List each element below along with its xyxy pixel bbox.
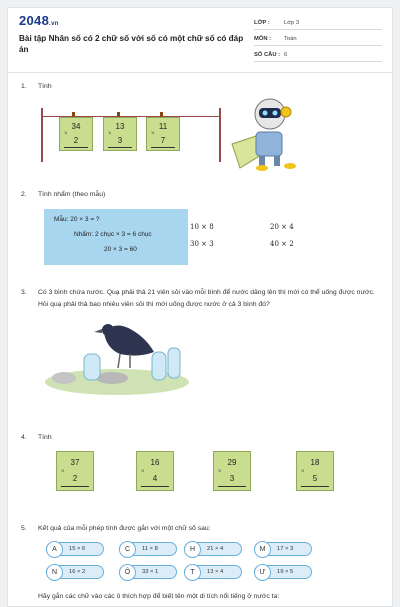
question-5-instruction: Hãy gắn các chữ vào các ô thích hợp để biết tên một di tích nổi tiếng ở nước ta: bbox=[38, 593, 280, 600]
example-box: Mẫu: 20 × 3 = ? Nhẩm: 2 chục × 3 = 6 chục 20 × 3 = 60 bbox=[44, 209, 188, 265]
exercise-item: 30 × 3 bbox=[190, 240, 214, 248]
question-number-2: 2. bbox=[21, 191, 27, 198]
question-text-2: Tính nhẩm (theo mẫu) bbox=[38, 191, 106, 198]
letter-expression: N 16 × 2 bbox=[46, 565, 104, 579]
exercise-item: 40 × 2 bbox=[270, 240, 294, 248]
robot-illustration bbox=[226, 94, 306, 172]
question-number-3: 3. bbox=[21, 289, 27, 296]
brand-logo[interactable]: 2048.vn bbox=[19, 13, 59, 28]
q4-card: 29 × 3 bbox=[213, 451, 251, 491]
exercise-item: 10 × 8 bbox=[190, 223, 214, 231]
question-text-3: Có 3 bình chứa nước. Quạ phải thả 21 viên sỏi vào mỗi bình để nước dâng lên thì mới có thể uống được nước. Hỏi quạ phải thả bao nhiêu viên sỏi thì mới uống được nước ở cả 3 bình đó? bbox=[38, 289, 375, 308]
question-text-4: Tính bbox=[38, 434, 52, 441]
worksheet-page bbox=[7, 7, 393, 607]
header-divider bbox=[8, 72, 392, 73]
question-text-5: Kết quả của mỗi phép tính được gắn với một chữ số sau: bbox=[38, 525, 211, 532]
q4-card: 18 × 5 bbox=[296, 451, 334, 491]
q4-card: 37 × 2 bbox=[56, 451, 94, 491]
letter-expression: A 15 × 6 bbox=[46, 542, 104, 556]
question-number-1: 1. bbox=[21, 83, 27, 90]
crow-illustration bbox=[42, 312, 192, 398]
meta-row-count: SỐ CÂU : 6 bbox=[254, 49, 382, 62]
question-number-4: 4. bbox=[21, 434, 27, 441]
exercise-item: 20 × 4 bbox=[270, 223, 294, 231]
letter-expression: M 17 × 3 bbox=[254, 542, 312, 556]
letter-expression: H 21 × 4 bbox=[184, 542, 242, 556]
page-title: Bài tập Nhân số có 2 chữ số với số có một chữ số có đáp án bbox=[19, 34, 244, 54]
letter-expression: C 11 × 8 bbox=[119, 542, 177, 556]
q1-card: 34 × 2 bbox=[59, 117, 93, 151]
meta-row-subject: MÔN : Toán bbox=[254, 33, 382, 46]
letter-expression: Ô 33 × 1 bbox=[119, 565, 177, 579]
q1-card: 13 × 3 bbox=[103, 117, 137, 151]
q1-card: 11 × 7 bbox=[146, 117, 180, 151]
question-number-5: 5. bbox=[21, 525, 27, 532]
meta-row-class: LỚP : Lớp 3 bbox=[254, 17, 382, 30]
letter-expression: Ư 19 × 5 bbox=[254, 565, 312, 579]
question-text-1: Tính bbox=[38, 83, 52, 90]
q4-card: 16 × 4 bbox=[136, 451, 174, 491]
letter-expression: T 13 × 4 bbox=[184, 565, 242, 579]
